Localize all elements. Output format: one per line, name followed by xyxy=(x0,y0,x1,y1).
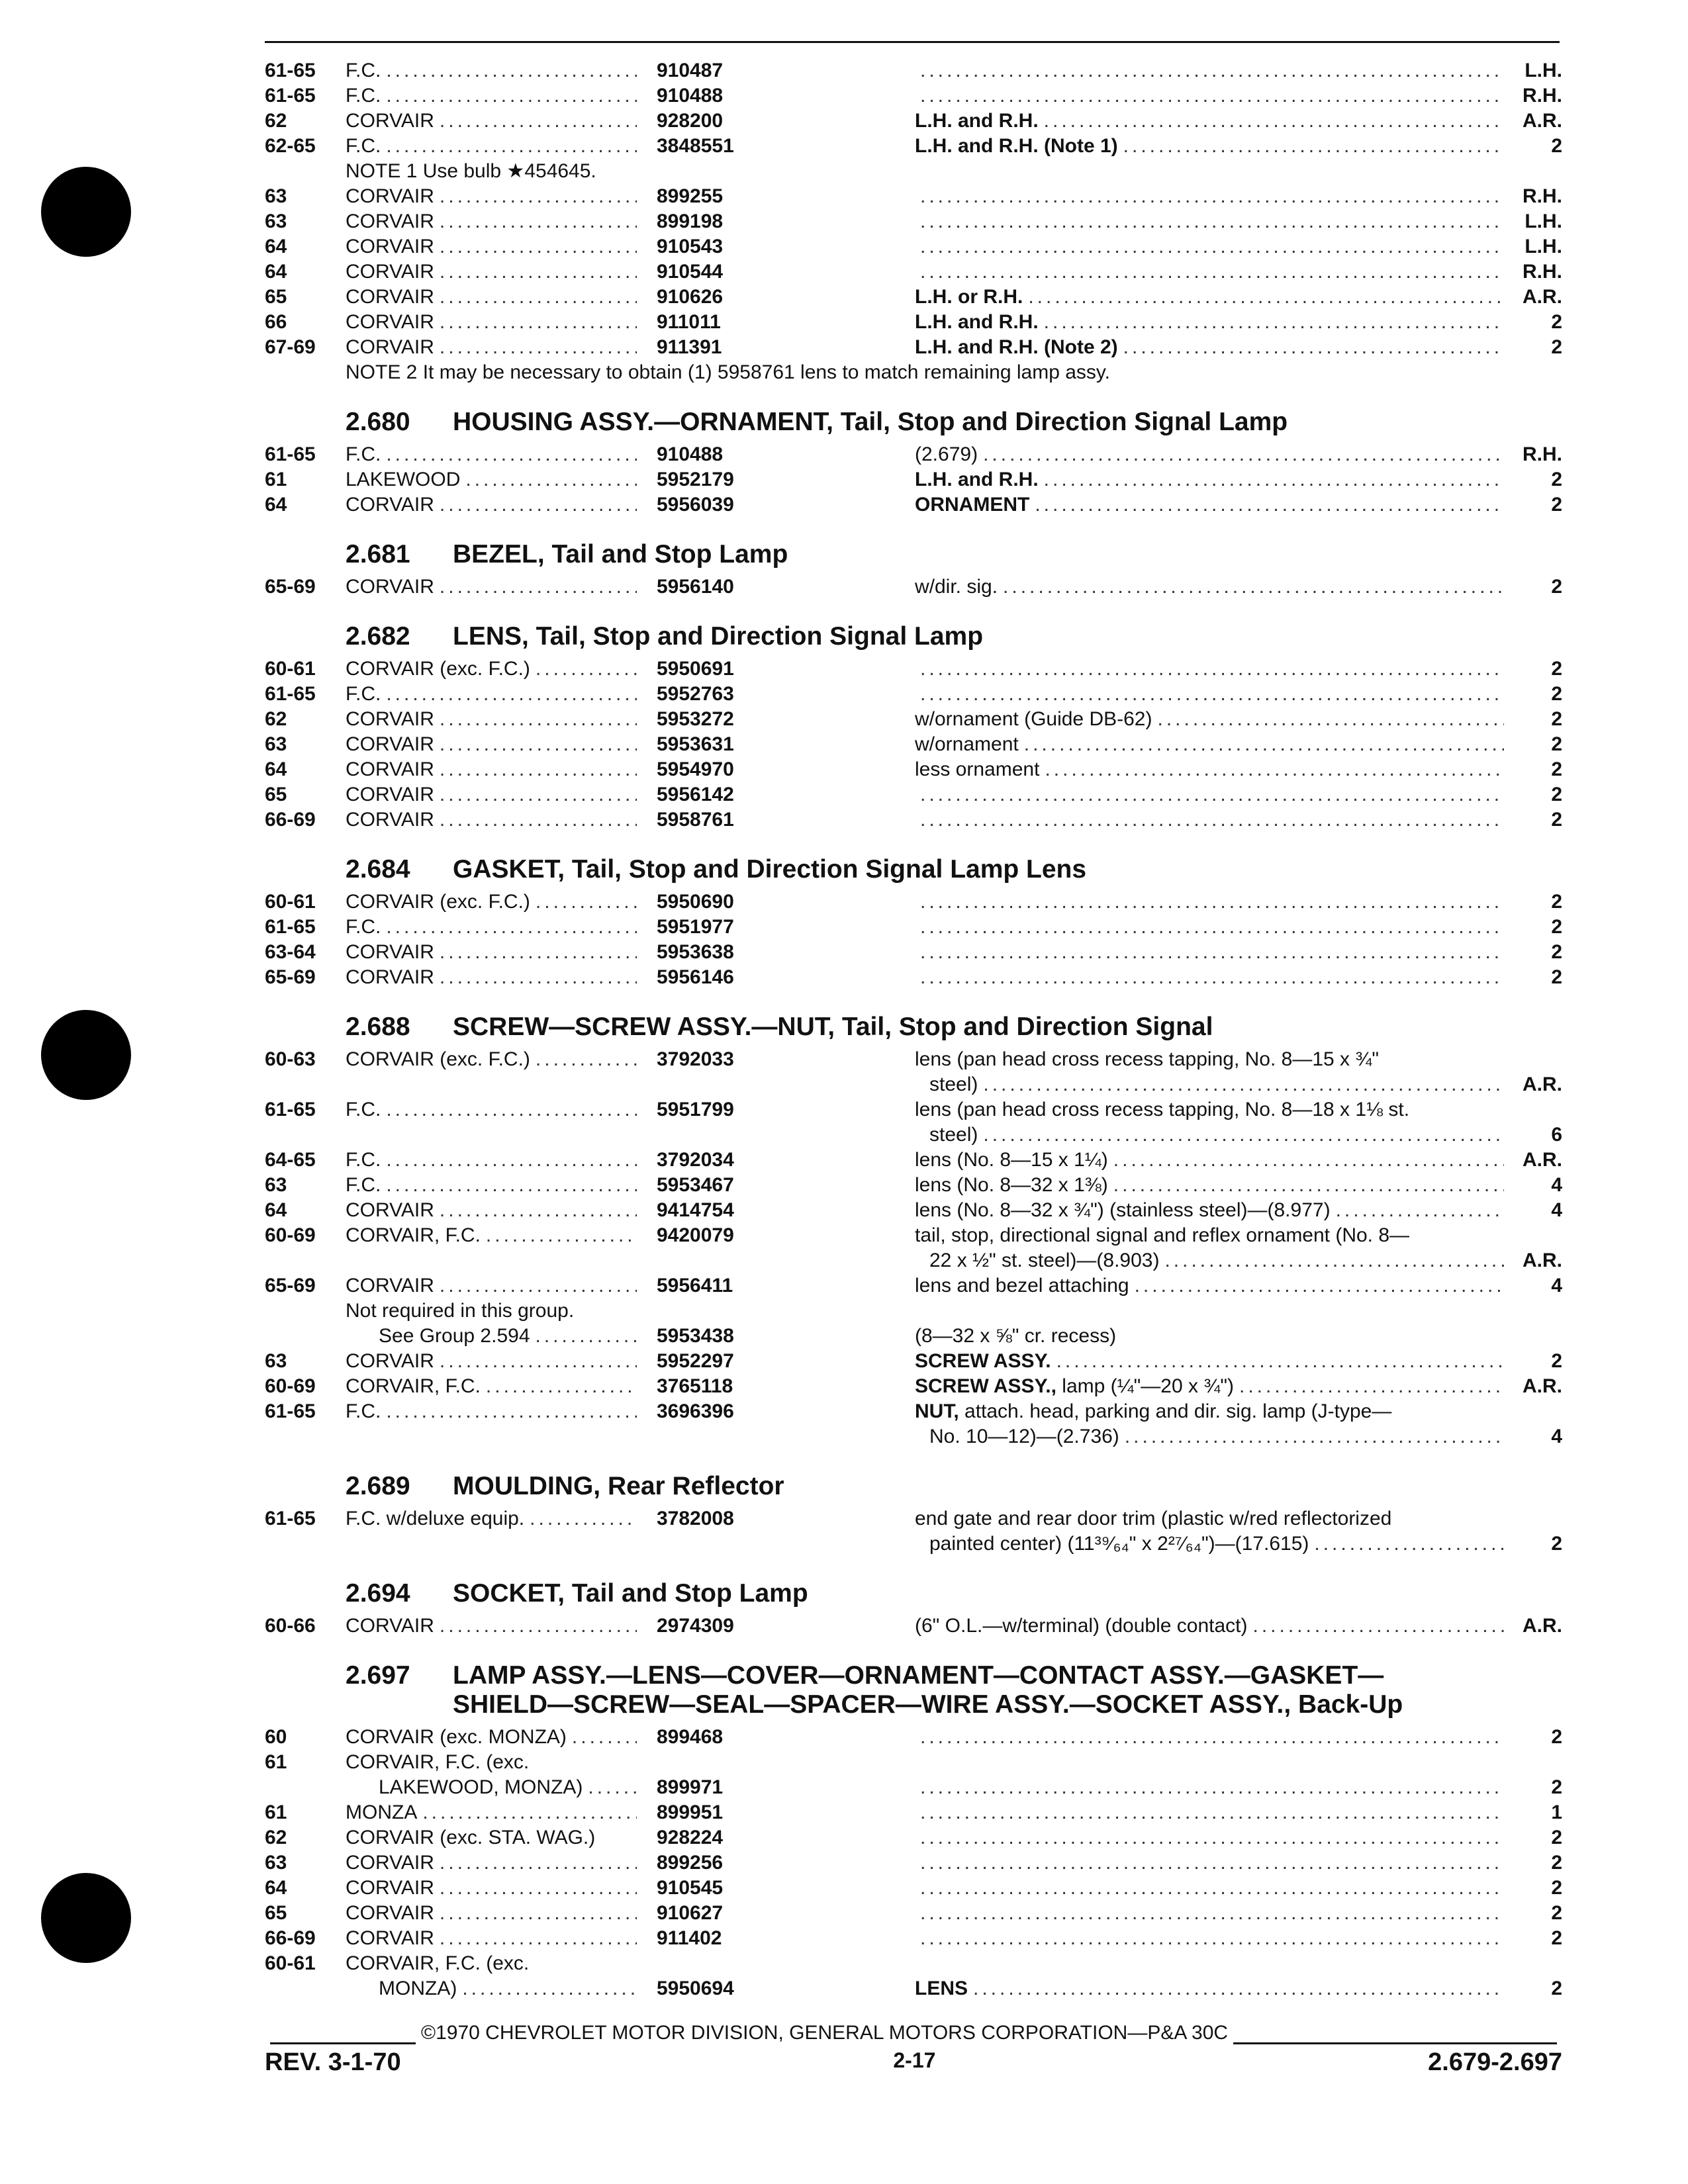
table-row: 60-63 CORVAIR (exc. F.C.) ..... 3792033 lens (pan head cross recess tapping, No. 8—15 x ¾" xyxy=(265,1047,1562,1072)
table-row: 66-69 CORVAIR ..... 5958761 ..... 2 xyxy=(265,807,1562,833)
table-row-cont: steel) ..... A.R. xyxy=(265,1072,1562,1097)
top-rule xyxy=(265,41,1560,43)
table-row: 64 CORVAIR ..... 5956039 ORNAMENT ..... 2 xyxy=(265,492,1562,518)
table-row: 63 CORVAIR ..... 899256 ..... 2 xyxy=(265,1850,1562,1876)
table-row: 62 CORVAIR (exc. STA. WAG.) 928224 ..... 2 xyxy=(265,1825,1562,1850)
table-row: 61-65 F.C. w/deluxe equip. ..... 3782008 end gate and rear door trim (plastic w/red reflectorized xyxy=(265,1506,1562,1531)
table-row: 65 CORVAIR ..... 5956142 ..... 2 xyxy=(265,782,1562,807)
table-row: 60-61 CORVAIR (exc. F.C.) ..... 5950690 ..... 2 xyxy=(265,889,1562,915)
table-row: 61-65 F.C. ..... 910487 ..... L.H. xyxy=(265,58,1562,83)
table-row: 63 CORVAIR ..... 899198 ..... L.H. xyxy=(265,209,1562,234)
table-row: 62 CORVAIR ..... 928200 L.H. and R.H. ..... A.R. xyxy=(265,109,1562,134)
table-row: 61-65 F.C. ..... 5951977 ..... 2 xyxy=(265,915,1562,940)
section-heading: 2.681 BEZEL, Tail and Stop Lamp xyxy=(346,540,788,569)
table-row-cont: steel) ..... 6 xyxy=(265,1122,1562,1148)
table-row: 66-69 CORVAIR ..... 911402 ..... 2 xyxy=(265,1926,1562,1951)
table-row: 65-69 CORVAIR ..... 5956411 lens and bezel attaching ..... 4 xyxy=(265,1273,1562,1298)
table-row-cont: LAKEWOOD, MONZA) ..... 899971 ..... 2 xyxy=(265,1775,1562,1800)
table-row: 61-65 F.C. ..... 910488 ..... R.H. xyxy=(265,83,1562,109)
section-heading: 2.694 SOCKET, Tail and Stop Lamp xyxy=(346,1579,808,1608)
binder-hole-top xyxy=(41,167,131,257)
table-row: 61 CORVAIR, F.C. (exc. xyxy=(265,1751,530,1773)
table-row: 61-65 F.C. ..... 3696396 NUT, attach. head, parking and dir. sig. lamp (J-type— xyxy=(265,1399,1562,1424)
section-heading: 2.684 GASKET, Tail, Stop and Direction Signal Lamp Lens xyxy=(346,855,1087,884)
table-row: 65-69 CORVAIR ..... 5956140 w/dir. sig. ..... 2 xyxy=(265,574,1562,600)
table-row: 63 CORVAIR ..... 5953631 w/ornament ..... 2 xyxy=(265,732,1562,757)
table-row: 61 LAKEWOOD ..... 5952179 L.H. and R.H. ..... 2 xyxy=(265,467,1562,492)
table-row: 61 MONZA ..... 899951 ..... 1 xyxy=(265,1800,1562,1825)
table-row: 64 CORVAIR ..... 910544 ..... R.H. xyxy=(265,259,1562,285)
table-row: 63 F.C. ..... 5953467 lens (No. 8—32 x 1⅜) ..... 4 xyxy=(265,1173,1562,1198)
note-2: NOTE 2 It may be necessary to obtain (1) 5958761 lens to match remaining lamp assy. xyxy=(346,361,1110,383)
section-heading: 2.688 SCREW—SCREW ASSY.—NUT, Tail, Stop and Direction Signal xyxy=(346,1013,1213,1041)
page-number: 2-17 xyxy=(893,2048,936,2072)
table-row: 60 CORVAIR (exc. MONZA) ..... 899468 ..... 2 xyxy=(265,1725,1562,1750)
table-row: 60-66 CORVAIR ..... 2974309 (6" O.L.—w/terminal) (double contact) ..... A.R. xyxy=(265,1614,1562,1639)
rows-group-top xyxy=(265,58,1562,385)
binder-hole-middle xyxy=(41,1010,131,1100)
table-row-cont: No. 10—12)—(2.736) ..... 4 xyxy=(265,1424,1562,1449)
section-heading: 2.680 HOUSING ASSY.—ORNAMENT, Tail, Stop and Direction Signal Lamp xyxy=(346,408,1288,436)
table-row: 60-69 CORVAIR, F.C. ..... 9420079 tail, stop, directional signal and reflex ornament (No. 8— xyxy=(265,1223,1562,1248)
page-footer xyxy=(265,2022,1562,2077)
table-row-cont: painted center) (11³⁹⁄₆₄" x 2²⁷⁄₆₄")—(17.615) ..... 2 xyxy=(265,1531,1562,1557)
table-row: 65-69 CORVAIR ..... 5956146 ..... 2 xyxy=(265,965,1562,990)
table-row: 60-61 CORVAIR (exc. F.C.) ..... 5950691 ..... 2 xyxy=(265,657,1562,682)
table-row: 65 CORVAIR ..... 910626 L.H. or R.H. ..... A.R. xyxy=(265,285,1562,310)
table-row: 63-64 CORVAIR ..... 5953638 ..... 2 xyxy=(265,940,1562,965)
table-row: 67-69 CORVAIR ..... 911391 L.H. and R.H. (Note 2) ..... 2 xyxy=(265,335,1562,360)
table-row: 64 CORVAIR ..... 910543 ..... L.H. xyxy=(265,234,1562,259)
table-row: 62-65 F.C. ..... 3848551 L.H. and R.H. (Note 1) ..... 2 xyxy=(265,134,1562,159)
table-row: 66 CORVAIR ..... 911011 L.H. and R.H. ..... 2 xyxy=(265,310,1562,335)
table-row-cont: MONZA) ..... 5950694 LENS ..... 2 xyxy=(265,1976,1562,2001)
table-row-note: Not required in this group. xyxy=(346,1300,575,1322)
copyright-text: ©1970 CHEVROLET MOTOR DIVISION, GENERAL MOTORS CORPORATION—P&A 30C xyxy=(421,2022,1229,2044)
table-row: 61-65 F.C. ..... 5952763 ..... 2 xyxy=(265,682,1562,707)
table-row: 60-69 CORVAIR, F.C. ..... 3765118 SCREW ASSY., lamp (¼"—20 x ¾") ..... A.R. xyxy=(265,1374,1562,1399)
table-row: 64 CORVAIR ..... 9414754 lens (No. 8—32 x ¾") (stainless steel)—(8.977) ..... 4 xyxy=(265,1198,1562,1223)
table-row: 65 CORVAIR ..... 910627 ..... 2 xyxy=(265,1901,1562,1926)
table-row: 64 CORVAIR ..... 910545 ..... 2 xyxy=(265,1876,1562,1901)
section-heading: 2.697 LAMP ASSY.—LENS—COVER—ORNAMENT—CONTACT ASSY.—GASKET— SHIELD—SCREW—SEAL—SPACER—WIRE ASSY.—SOCKET ASSY., Back-Up xyxy=(346,1661,1403,1719)
group-range: 2.679-2.697 xyxy=(1428,2048,1562,2076)
table-row: 62 CORVAIR ..... 5953272 w/ornament (Guide DB-62) ..... 2 xyxy=(265,707,1562,732)
table-row: 61-65 F.C. ..... 910488 (2.679) ..... R.H. xyxy=(265,442,1562,467)
table-row: 61-65 F.C. ..... 5951799 lens (pan head cross recess tapping, No. 8—18 x 1⅛ st. xyxy=(265,1097,1562,1122)
table-row: 63 CORVAIR ..... 5952297 SCREW ASSY. ..... 2 xyxy=(265,1349,1562,1374)
table-row-cont: 22 x ½" st. steel)—(8.903) ..... A.R. xyxy=(265,1248,1562,1273)
note-1: NOTE 1 Use bulb ★454645. xyxy=(346,160,596,182)
revision-date: REV. 3-1-70 xyxy=(265,2048,401,2076)
section-heading: 2.682 LENS, Tail, Stop and Direction Signal Lamp xyxy=(346,622,984,651)
table-row: 64-65 F.C. ..... 3792034 lens (No. 8—15 x 1¼) ..... A.R. xyxy=(265,1148,1562,1173)
section-heading: 2.689 MOULDING, Rear Reflector xyxy=(346,1472,784,1500)
table-row: See Group 2.594 ..... 5953438 (8—32 x ⅝" cr. recess) xyxy=(265,1324,1562,1349)
binder-hole-bottom xyxy=(41,1873,131,1963)
table-row: 60-61 CORVAIR, F.C. (exc. xyxy=(265,1952,530,1974)
parts-catalog-page xyxy=(265,58,1562,2001)
table-row: 63 CORVAIR ..... 899255 ..... R.H. xyxy=(265,184,1562,209)
table-row: 64 CORVAIR ..... 5954970 less ornament ..... 2 xyxy=(265,757,1562,782)
